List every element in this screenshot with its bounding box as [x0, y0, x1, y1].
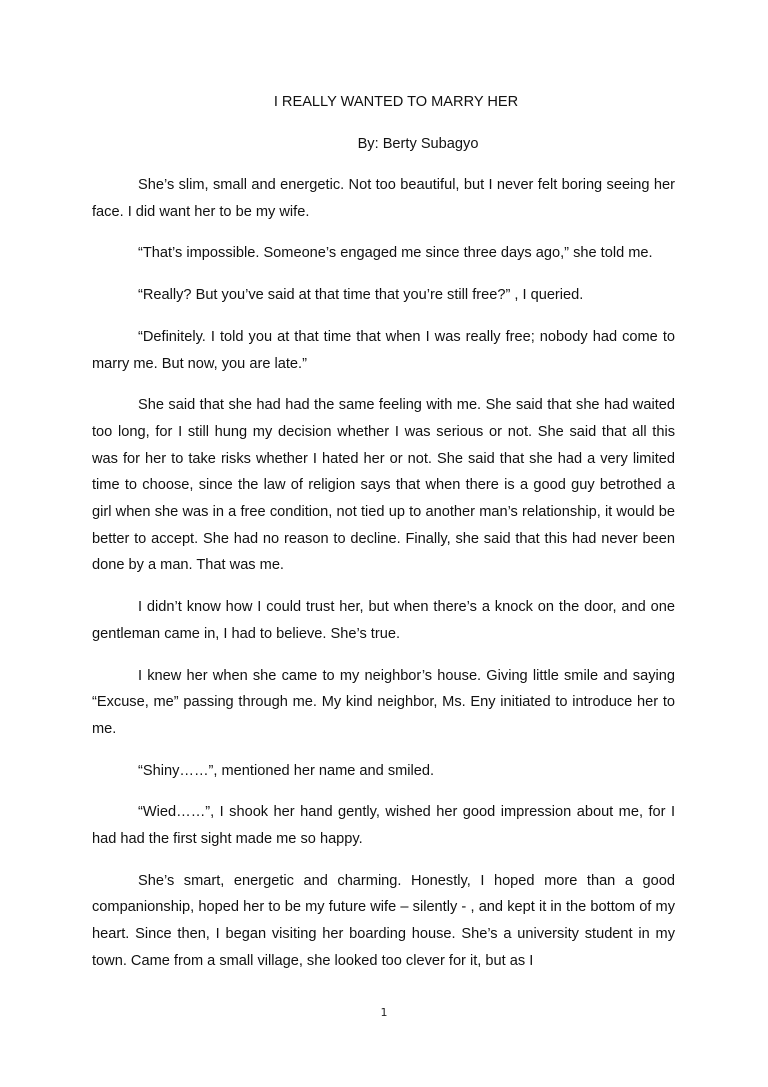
story-body — [92, 172, 675, 990]
paragraph: She’s slim, small and energetic. Not too beautiful, but I never felt boring seeing her face. I did want her to be my wife. — [92, 177, 675, 220]
paragraph: I didn’t know how I could trust her, but when there’s a knock on the door, and one gentleman came in, I had to believe. She’s true. — [92, 599, 675, 642]
page-number: 1 — [380, 1006, 388, 1019]
paragraph: “Wied……”, I shook her hand gently, wished her good impression about me, for I had had the first sight made me so happy. — [92, 804, 675, 848]
paragraph: “Definitely. I told you at that time that when I was really free; nobody had come to marry me. But now, you are late.” — [92, 328, 675, 372]
paragraph: She’s smart, energetic and charming. Honestly, I hoped more than a good companionship, hoped her to be my future wife – silently - , and kept it in the bottom of my heart. Since then, I began visiting her boarding house. She’s a university student in my town. Came from a small village, she looked too clever for it, but as I — [92, 872, 675, 969]
author-byline: By: Berty Subagyo — [357, 136, 479, 152]
document-title: I REALLY WANTED TO MARRY HER — [273, 94, 519, 110]
paragraph: I knew her when she came to my neighbor’s house. Giving little smile and saying “Excuse, me” passing through me. My kind neighbor, Ms. Eny initiated to introduce her to me. — [92, 667, 675, 737]
paragraph: “Shiny……”, mentioned her name and smiled. — [138, 762, 435, 779]
paragraph: “Really? But you’ve said at that time that you’re still free?” , I queried. — [138, 287, 584, 304]
paragraph: She said that she had had the same feeling with me. She said that she had waited too long, for I still hung my decision whether I was serious or not. She said that all this was for her to take risks whether I hated her or not. She said that she had a very limited time to choose, since the law of religion says that when there is a good guy betrothed a girl when she was in a free condition, not tied up to another man’s relationship, it would be better to accept. She had no reason to decline. Finally, she said that this had never been done by a man. That was me. — [92, 397, 675, 574]
paragraph: “That’s impossible. Someone’s engaged me since three days ago,” she told me. — [138, 245, 653, 262]
